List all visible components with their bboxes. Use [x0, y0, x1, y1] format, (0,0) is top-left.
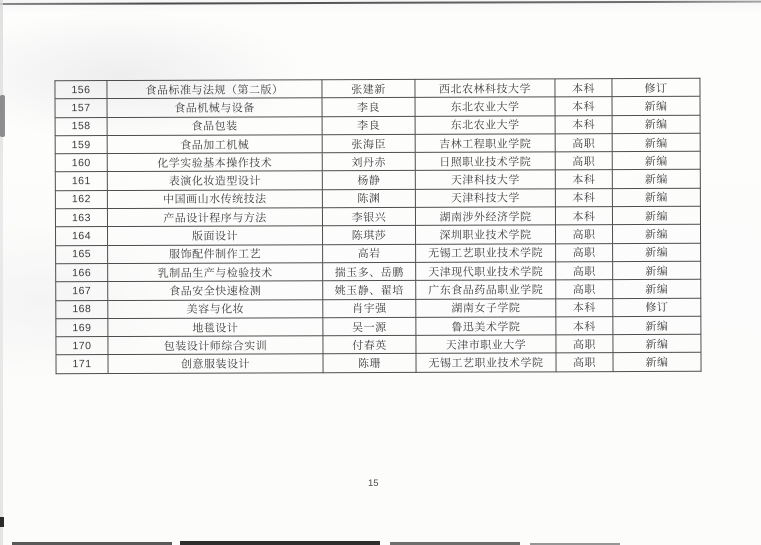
title-cell: 食品安全快速检测 [108, 281, 323, 300]
title-cell: 化学实验基本操作技术 [107, 153, 322, 172]
no-cell: 160 [55, 154, 107, 172]
title-cell: 食品机械与设备 [107, 98, 322, 117]
level-cell: 本科 [555, 79, 612, 98]
title-cell: 版面设计 [108, 226, 323, 245]
status-cell: 新编 [613, 334, 701, 353]
level-cell: 本科 [555, 97, 612, 116]
level-cell: 高职 [555, 152, 612, 171]
title-cell: 创意服装设计 [108, 354, 323, 373]
level-cell: 本科 [555, 115, 612, 134]
no-cell: 158 [55, 117, 107, 135]
author-cell: 陈渊 [322, 189, 415, 208]
textbook-table [54, 78, 701, 374]
status-cell: 修订 [612, 78, 700, 97]
no-cell: 168 [56, 300, 108, 318]
level-cell: 高职 [555, 225, 612, 244]
title-cell: 食品包装 [107, 116, 322, 135]
level-cell: 本科 [555, 170, 612, 189]
scan-edge-corner [0, 517, 4, 527]
title-cell: 食品标准与法规（第二版） [107, 80, 322, 99]
table-row [55, 206, 700, 227]
institution-cell: 湖南涉外经济学院 [415, 207, 555, 226]
title-cell: 产品设计程序与方法 [107, 208, 322, 227]
status-cell: 新编 [613, 243, 701, 262]
author-cell: 高岩 [323, 244, 416, 263]
no-cell: 171 [56, 355, 108, 373]
level-cell: 高职 [556, 353, 613, 372]
author-cell: 姚玉静、翟培 [323, 281, 416, 300]
no-cell: 170 [56, 337, 108, 355]
status-cell: 新编 [613, 316, 701, 335]
status-cell: 新编 [612, 206, 700, 225]
author-cell: 李银兴 [322, 207, 415, 226]
no-cell: 166 [56, 264, 108, 282]
no-cell: 156 [55, 81, 107, 99]
no-cell: 169 [56, 318, 108, 336]
level-cell: 本科 [556, 316, 613, 335]
table-row [55, 115, 700, 136]
table-row [55, 78, 700, 99]
table-row [56, 280, 701, 301]
institution-cell: 无锡工艺职业技术学院 [416, 353, 556, 372]
institution-cell: 湖南女子学院 [416, 298, 556, 317]
table-row [55, 151, 700, 172]
level-cell: 高职 [556, 262, 613, 281]
status-cell: 新编 [612, 151, 700, 170]
status-cell: 新编 [612, 170, 700, 189]
no-cell: 167 [56, 282, 108, 300]
level-cell: 高职 [556, 243, 613, 262]
no-cell: 159 [55, 135, 107, 153]
status-cell: 新编 [613, 280, 701, 299]
author-cell: 杨静 [322, 171, 415, 190]
no-cell: 163 [55, 209, 107, 227]
institution-cell: 东北农业大学 [415, 115, 555, 134]
status-cell: 新编 [613, 353, 701, 372]
author-cell: 刘丹赤 [322, 153, 415, 172]
title-cell: 食品加工机械 [107, 135, 322, 154]
status-cell: 新编 [612, 133, 700, 152]
institution-cell: 天津现代职业技术学院 [416, 262, 556, 281]
title-cell: 地毯设计 [108, 318, 323, 337]
textbook-table-container [54, 78, 700, 374]
status-cell: 新编 [612, 97, 700, 116]
status-cell: 新编 [613, 261, 701, 280]
table-row [56, 353, 701, 374]
status-cell: 新编 [612, 225, 700, 244]
scan-edge-left [0, 0, 3, 545]
institution-cell: 鲁迅美术学院 [416, 317, 556, 336]
author-cell: 陈珊 [323, 354, 416, 373]
author-cell: 张海臣 [322, 134, 415, 153]
title-cell: 乳制品生产与检验技术 [108, 263, 323, 282]
institution-cell: 无锡工艺职业技术学院 [416, 243, 556, 262]
scan-edge-bottom [180, 541, 380, 545]
table-row [56, 334, 701, 355]
level-cell: 本科 [556, 298, 613, 317]
institution-cell: 天津科技大学 [415, 170, 555, 189]
institution-cell: 深圳职业技术学院 [415, 225, 555, 244]
textbook-table-body [55, 78, 701, 373]
author-cell: 陈琪莎 [323, 226, 416, 245]
scan-edge-left-mark [0, 95, 5, 137]
author-cell: 张建新 [322, 79, 415, 98]
institution-cell: 天津市职业大学 [416, 335, 556, 354]
institution-cell: 西北农林科技大学 [415, 79, 555, 98]
institution-cell: 东北农业大学 [415, 97, 555, 116]
status-cell: 新编 [612, 115, 700, 134]
table-row [56, 243, 701, 264]
title-cell: 服饰配件制作工艺 [108, 244, 323, 263]
scan-edge-top [0, 1, 761, 5]
table-row [56, 298, 701, 319]
no-cell: 165 [56, 245, 108, 263]
no-cell: 162 [55, 190, 107, 208]
level-cell: 本科 [555, 207, 612, 226]
title-cell: 美容与化妆 [108, 299, 323, 318]
institution-cell: 天津科技大学 [415, 189, 555, 208]
table-row [56, 316, 701, 337]
author-cell: 李良 [322, 116, 415, 135]
author-cell: 吴一源 [323, 317, 416, 336]
institution-cell: 广东食品药品职业学院 [416, 280, 556, 299]
author-cell: 肖宇强 [323, 299, 416, 318]
title-cell: 表演化妆造型设计 [107, 171, 322, 190]
no-cell: 161 [55, 172, 107, 190]
level-cell: 高职 [555, 133, 612, 152]
table-row [55, 170, 700, 191]
level-cell: 高职 [556, 280, 613, 299]
table-row [56, 261, 701, 282]
table-row [56, 225, 701, 246]
status-cell: 新编 [612, 188, 700, 207]
level-cell: 高职 [556, 335, 613, 354]
author-cell: 付春英 [323, 336, 416, 355]
table-row [55, 133, 700, 154]
author-cell: 揣玉多、岳鹏 [323, 262, 416, 281]
level-cell: 本科 [555, 188, 612, 207]
title-cell: 包装设计师综合实训 [108, 336, 323, 355]
no-cell: 157 [55, 99, 107, 117]
page-number: 15 [368, 478, 379, 489]
institution-cell: 日照职业技术学院 [415, 152, 555, 171]
author-cell: 李良 [322, 98, 415, 117]
institution-cell: 吉林工程职业学院 [415, 134, 555, 153]
table-row [55, 188, 700, 209]
status-cell: 修订 [613, 298, 701, 317]
title-cell: 中国画山水传统技法 [107, 189, 322, 208]
no-cell: 164 [56, 227, 108, 245]
table-row [55, 97, 700, 118]
